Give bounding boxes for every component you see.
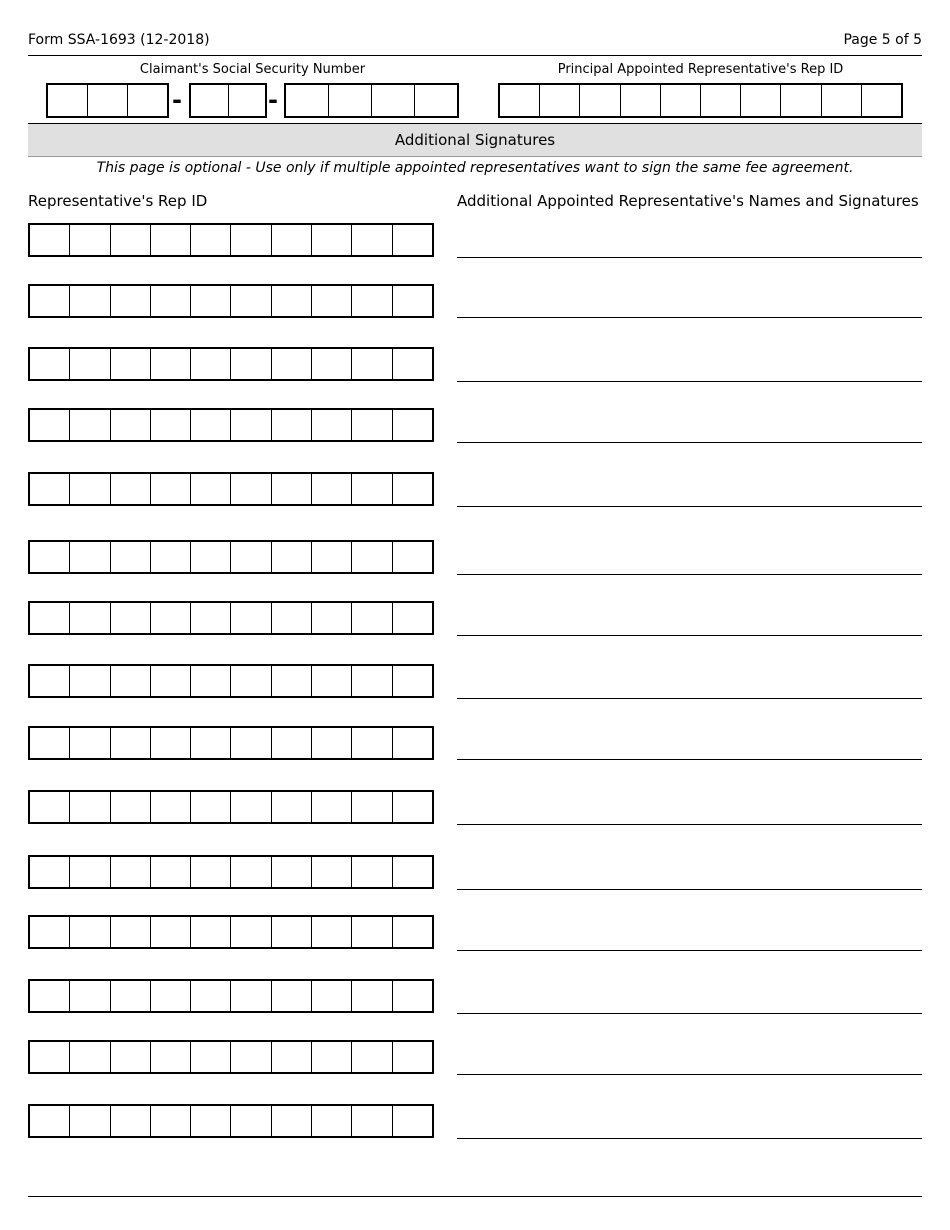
section-banner xyxy=(28,124,922,157)
signature-line[interactable] xyxy=(457,574,922,575)
rep-id-digit-box[interactable] xyxy=(272,1106,312,1136)
ssn-digit-box[interactable] xyxy=(88,85,128,116)
rep-id-digit-box[interactable] xyxy=(30,857,70,887)
rep-id-input-row[interactable] xyxy=(28,223,434,257)
rep-id-digit-box[interactable] xyxy=(393,225,432,255)
rep-id-digit-box[interactable] xyxy=(393,857,432,887)
rep-id-digit-box[interactable] xyxy=(352,410,392,440)
signature-column-header: Additional Appointed Representative's Names and Signatures xyxy=(457,192,919,210)
signature-line[interactable] xyxy=(457,635,922,636)
rep-id-digit-box[interactable] xyxy=(352,917,392,947)
rep-id-digit-box[interactable] xyxy=(352,1106,392,1136)
signature-line[interactable] xyxy=(457,698,922,699)
rep-id-digit-box[interactable] xyxy=(30,542,70,572)
rep-id-digit-box[interactable] xyxy=(111,981,151,1011)
rep-id-digit-box[interactable] xyxy=(352,349,392,379)
rep-id-digit-box[interactable] xyxy=(231,286,271,316)
rep-id-digit-box[interactable] xyxy=(231,728,271,758)
rep-id-digit-box[interactable] xyxy=(352,225,392,255)
rep-id-input-row[interactable] xyxy=(28,979,434,1013)
rep-id-digit-box[interactable] xyxy=(191,225,231,255)
rep-id-digit-box[interactable] xyxy=(352,286,392,316)
rep-id-digit-box[interactable] xyxy=(231,474,271,504)
rep-id-digit-box[interactable] xyxy=(231,1106,271,1136)
rep-id-digit-box[interactable] xyxy=(231,410,271,440)
rep-id-digit-box[interactable] xyxy=(621,85,661,116)
rep-id-digit-box[interactable] xyxy=(30,728,70,758)
rep-id-digit-box[interactable] xyxy=(500,85,540,116)
rep-id-digit-box[interactable] xyxy=(352,542,392,572)
rep-id-digit-box[interactable] xyxy=(312,349,352,379)
rep-id-column-header: Representative's Rep ID xyxy=(28,192,208,210)
rep-id-digit-box[interactable] xyxy=(191,792,231,822)
rep-id-input-row[interactable] xyxy=(28,347,434,381)
rep-id-digit-box[interactable] xyxy=(393,728,432,758)
rep-id-digit-box[interactable] xyxy=(111,857,151,887)
signature-line[interactable] xyxy=(457,1138,922,1139)
rep-id-digit-box[interactable] xyxy=(822,85,862,116)
rep-id-digit-box[interactable] xyxy=(231,1042,271,1072)
rep-id-digit-box[interactable] xyxy=(70,857,110,887)
rep-id-digit-box[interactable] xyxy=(231,666,271,696)
rep-id-digit-box[interactable] xyxy=(352,728,392,758)
rep-id-digit-box[interactable] xyxy=(272,542,312,572)
rep-id-digit-box[interactable] xyxy=(393,1042,432,1072)
rep-id-digit-box[interactable] xyxy=(393,410,432,440)
rep-id-digit-box[interactable] xyxy=(272,792,312,822)
rep-id-digit-box[interactable] xyxy=(191,542,231,572)
rep-id-digit-box[interactable] xyxy=(393,349,432,379)
rep-id-digit-box[interactable] xyxy=(272,349,312,379)
rep-id-digit-box[interactable] xyxy=(151,474,191,504)
ssn-digit-box[interactable] xyxy=(415,85,457,116)
rep-id-digit-box[interactable] xyxy=(352,857,392,887)
page-number: Page 5 of 5 xyxy=(843,32,922,48)
principal-rep-id-label: Principal Appointed Representative's Rep ID xyxy=(557,62,844,77)
rep-id-digit-box[interactable] xyxy=(231,857,271,887)
rep-id-digit-box[interactable] xyxy=(30,410,70,440)
ssn-digit-box[interactable] xyxy=(48,85,88,116)
rep-id-digit-box[interactable] xyxy=(191,1106,231,1136)
signature-line[interactable] xyxy=(457,381,922,382)
rep-id-digit-box[interactable] xyxy=(312,542,352,572)
rep-id-digit-box[interactable] xyxy=(151,603,191,633)
rep-id-digit-box[interactable] xyxy=(272,603,312,633)
rep-id-digit-box[interactable] xyxy=(231,349,271,379)
rep-id-digit-box[interactable] xyxy=(540,85,580,116)
ssn-digit-box[interactable] xyxy=(372,85,415,116)
rep-id-digit-box[interactable] xyxy=(272,286,312,316)
rep-id-digit-box[interactable] xyxy=(312,981,352,1011)
rep-id-input-row[interactable] xyxy=(28,855,434,889)
ssn-serial-input[interactable] xyxy=(284,83,459,118)
rep-id-digit-box[interactable] xyxy=(191,857,231,887)
ssn-digit-box[interactable] xyxy=(191,85,229,116)
rep-id-input-row[interactable] xyxy=(28,540,434,574)
ssn-dash: - xyxy=(172,86,182,114)
rep-id-digit-box[interactable] xyxy=(312,603,352,633)
rep-id-digit-box[interactable] xyxy=(30,474,70,504)
rep-id-digit-box[interactable] xyxy=(30,603,70,633)
rep-id-digit-box[interactable] xyxy=(312,857,352,887)
rep-id-digit-box[interactable] xyxy=(70,666,110,696)
rep-id-digit-box[interactable] xyxy=(111,792,151,822)
rep-id-digit-box[interactable] xyxy=(151,410,191,440)
rep-id-input-row[interactable] xyxy=(28,408,434,442)
rep-id-input-row[interactable] xyxy=(28,284,434,318)
rep-id-input-row[interactable] xyxy=(28,1104,434,1138)
ssn-digit-box[interactable] xyxy=(128,85,167,116)
rep-id-digit-box[interactable] xyxy=(151,917,191,947)
rep-id-digit-box[interactable] xyxy=(191,286,231,316)
rep-id-digit-box[interactable] xyxy=(151,792,191,822)
rep-id-digit-box[interactable] xyxy=(272,981,312,1011)
rep-id-digit-box[interactable] xyxy=(393,666,432,696)
rep-id-digit-box[interactable] xyxy=(272,474,312,504)
rep-id-digit-box[interactable] xyxy=(231,603,271,633)
rep-id-digit-box[interactable] xyxy=(30,981,70,1011)
rep-id-digit-box[interactable] xyxy=(70,349,110,379)
rep-id-digit-box[interactable] xyxy=(352,666,392,696)
rep-id-digit-box[interactable] xyxy=(191,728,231,758)
rep-id-digit-box[interactable] xyxy=(151,542,191,572)
ssn-label: Claimant's Social Security Number xyxy=(139,62,366,77)
rep-id-digit-box[interactable] xyxy=(312,286,352,316)
ssn-group-input[interactable] xyxy=(189,83,267,118)
rep-id-digit-box[interactable] xyxy=(862,85,901,116)
signature-line[interactable] xyxy=(457,950,922,951)
rep-id-digit-box[interactable] xyxy=(352,792,392,822)
rep-id-digit-box[interactable] xyxy=(111,1106,151,1136)
rep-id-digit-box[interactable] xyxy=(30,286,70,316)
signature-line[interactable] xyxy=(457,257,922,258)
rep-id-digit-box[interactable] xyxy=(393,1106,432,1136)
rep-id-digit-box[interactable] xyxy=(70,286,110,316)
rep-id-digit-box[interactable] xyxy=(30,666,70,696)
rep-id-input-row[interactable] xyxy=(28,1040,434,1074)
rep-id-digit-box[interactable] xyxy=(312,1042,352,1072)
rep-id-digit-box[interactable] xyxy=(70,981,110,1011)
rep-id-digit-box[interactable] xyxy=(393,542,432,572)
rep-id-digit-box[interactable] xyxy=(111,410,151,440)
rep-id-digit-box[interactable] xyxy=(151,981,191,1011)
ssn-dash: - xyxy=(268,86,278,114)
rep-id-digit-box[interactable] xyxy=(393,286,432,316)
rep-id-digit-box[interactable] xyxy=(30,1042,70,1072)
rep-id-digit-box[interactable] xyxy=(312,792,352,822)
signature-line[interactable] xyxy=(457,1074,922,1075)
rep-id-digit-box[interactable] xyxy=(231,542,271,572)
rep-id-digit-box[interactable] xyxy=(151,225,191,255)
ssn-digit-box[interactable] xyxy=(329,85,372,116)
rep-id-digit-box[interactable] xyxy=(151,857,191,887)
signature-line[interactable] xyxy=(457,442,922,443)
rep-id-digit-box[interactable] xyxy=(70,792,110,822)
rep-id-digit-box[interactable] xyxy=(191,981,231,1011)
optional-note: This page is optional - Use only if multiple appointed representatives want to sign the same fee agreement. xyxy=(96,160,854,176)
rep-id-digit-box[interactable] xyxy=(312,1106,352,1136)
rep-id-digit-box[interactable] xyxy=(70,1106,110,1136)
rep-id-digit-box[interactable] xyxy=(312,410,352,440)
rep-id-digit-box[interactable] xyxy=(191,410,231,440)
rep-id-digit-box[interactable] xyxy=(393,603,432,633)
rep-id-digit-box[interactable] xyxy=(151,1042,191,1072)
rep-id-digit-box[interactable] xyxy=(352,474,392,504)
rep-id-digit-box[interactable] xyxy=(393,917,432,947)
rep-id-digit-box[interactable] xyxy=(111,542,151,572)
rep-id-digit-box[interactable] xyxy=(231,792,271,822)
rep-id-digit-box[interactable] xyxy=(272,857,312,887)
rep-id-input-row[interactable] xyxy=(28,790,434,824)
rep-id-digit-box[interactable] xyxy=(70,542,110,572)
signature-line[interactable] xyxy=(457,506,922,507)
rep-id-digit-box[interactable] xyxy=(312,728,352,758)
rep-id-input-row[interactable] xyxy=(28,915,434,949)
rep-id-digit-box[interactable] xyxy=(272,917,312,947)
rep-id-digit-box[interactable] xyxy=(393,474,432,504)
signature-line[interactable] xyxy=(457,317,922,318)
rep-id-digit-box[interactable] xyxy=(191,666,231,696)
rep-id-digit-box[interactable] xyxy=(312,225,352,255)
rep-id-digit-box[interactable] xyxy=(151,666,191,696)
rep-id-digit-box[interactable] xyxy=(70,603,110,633)
rep-id-input-row[interactable] xyxy=(28,601,434,635)
rep-id-digit-box[interactable] xyxy=(70,410,110,440)
rep-id-digit-box[interactable] xyxy=(70,225,110,255)
rep-id-digit-box[interactable] xyxy=(191,349,231,379)
rep-id-digit-box[interactable] xyxy=(111,286,151,316)
rep-id-digit-box[interactable] xyxy=(111,225,151,255)
principal-rep-id-input[interactable] xyxy=(498,83,903,118)
signature-line[interactable] xyxy=(457,889,922,890)
rep-id-digit-box[interactable] xyxy=(111,917,151,947)
rep-id-digit-box[interactable] xyxy=(352,603,392,633)
rep-id-digit-box[interactable] xyxy=(272,1042,312,1072)
rep-id-digit-box[interactable] xyxy=(30,792,70,822)
rep-id-digit-box[interactable] xyxy=(231,981,271,1011)
header-divider xyxy=(28,55,922,56)
rep-id-digit-box[interactable] xyxy=(393,792,432,822)
section-title: Additional Signatures xyxy=(394,131,556,149)
form-number: Form SSA-1693 (12-2018) xyxy=(28,32,210,48)
signature-line[interactable] xyxy=(457,1013,922,1014)
rep-id-input-row[interactable] xyxy=(28,472,434,506)
rep-id-digit-box[interactable] xyxy=(741,85,781,116)
rep-id-digit-box[interactable] xyxy=(70,474,110,504)
rep-id-digit-box[interactable] xyxy=(272,225,312,255)
rep-id-digit-box[interactable] xyxy=(111,349,151,379)
rep-id-digit-box[interactable] xyxy=(312,474,352,504)
bottom-divider xyxy=(28,1196,922,1197)
rep-id-digit-box[interactable] xyxy=(231,917,271,947)
rep-id-digit-box[interactable] xyxy=(111,666,151,696)
rep-id-digit-box[interactable] xyxy=(191,917,231,947)
rep-id-digit-box[interactable] xyxy=(111,603,151,633)
ssn-digit-box[interactable] xyxy=(229,85,266,116)
rep-id-digit-box[interactable] xyxy=(70,728,110,758)
rep-id-digit-box[interactable] xyxy=(111,1042,151,1072)
rep-id-digit-box[interactable] xyxy=(30,917,70,947)
rep-id-digit-box[interactable] xyxy=(272,666,312,696)
rep-id-digit-box[interactable] xyxy=(701,85,741,116)
rep-id-digit-box[interactable] xyxy=(191,474,231,504)
rep-id-digit-box[interactable] xyxy=(191,603,231,633)
rep-id-digit-box[interactable] xyxy=(231,225,271,255)
ssn-area-input[interactable] xyxy=(46,83,169,118)
rep-id-digit-box[interactable] xyxy=(352,1042,392,1072)
rep-id-digit-box[interactable] xyxy=(352,981,392,1011)
ssn-digit-box[interactable] xyxy=(286,85,329,116)
rep-id-digit-box[interactable] xyxy=(70,1042,110,1072)
rep-id-digit-box[interactable] xyxy=(30,349,70,379)
rep-id-digit-box[interactable] xyxy=(30,1106,70,1136)
rep-id-digit-box[interactable] xyxy=(70,917,110,947)
signature-line[interactable] xyxy=(457,824,922,825)
rep-id-digit-box[interactable] xyxy=(312,666,352,696)
rep-id-digit-box[interactable] xyxy=(151,728,191,758)
rep-id-digit-box[interactable] xyxy=(580,85,620,116)
rep-id-digit-box[interactable] xyxy=(191,1042,231,1072)
rep-id-digit-box[interactable] xyxy=(111,728,151,758)
rep-id-digit-box[interactable] xyxy=(151,286,191,316)
rep-id-digit-box[interactable] xyxy=(151,349,191,379)
rep-id-digit-box[interactable] xyxy=(30,225,70,255)
rep-id-digit-box[interactable] xyxy=(312,917,352,947)
rep-id-digit-box[interactable] xyxy=(151,1106,191,1136)
rep-id-digit-box[interactable] xyxy=(661,85,701,116)
rep-id-digit-box[interactable] xyxy=(781,85,821,116)
rep-id-digit-box[interactable] xyxy=(272,728,312,758)
rep-id-input-row[interactable] xyxy=(28,664,434,698)
rep-id-digit-box[interactable] xyxy=(393,981,432,1011)
rep-id-digit-box[interactable] xyxy=(272,410,312,440)
rep-id-digit-box[interactable] xyxy=(111,474,151,504)
signature-line[interactable] xyxy=(457,759,922,760)
rep-id-input-row[interactable] xyxy=(28,726,434,760)
